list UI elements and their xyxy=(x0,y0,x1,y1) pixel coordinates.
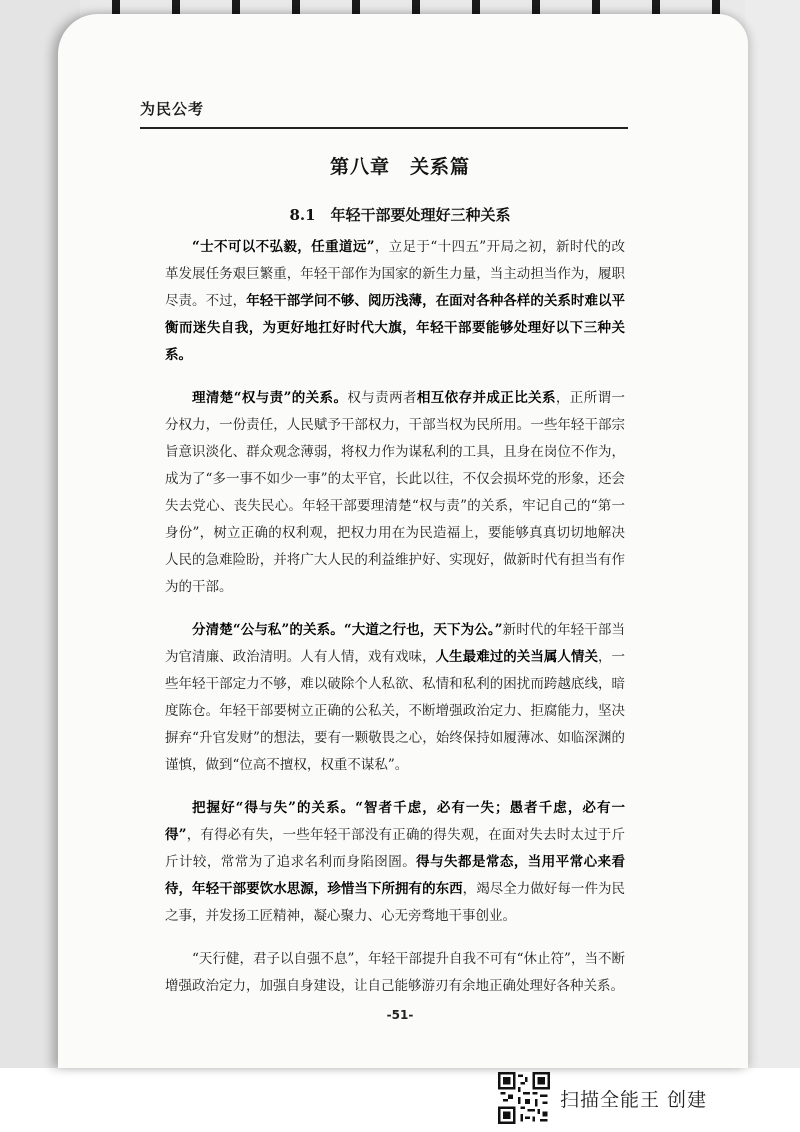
bold-text: 相互依存并成正比关系 xyxy=(416,390,556,406)
paragraph xyxy=(165,946,625,1000)
bold-text: 分清楚“公与私”的关系。“大道之行也，天下为公。” xyxy=(192,622,503,638)
text-run: ，有得必有失，一些年轻干部没有正确的得失观，在面对失去时太过于斤斤计较，常常为了追求名利而身陷囹圄。 xyxy=(165,827,626,870)
bold-text: 得与失都是常态，当用平常心来看待，年轻干部要饮水思源，珍惜当下所拥有的东西 xyxy=(165,854,625,897)
bold-text: “士不可以不弘毅，任重道远” xyxy=(192,239,375,255)
text-run: ，竭尽全力做好每一件为民之事，并发扬工匠精神，凝心聚力、心无旁骛地干事创业。 xyxy=(165,881,626,924)
qr-code-icon xyxy=(498,1072,550,1124)
bold-text: 年轻干部学问不够、阅历浅薄，在面对各种各样的关系时难以平衡而迷失自我，为更好地扛好时代大旗，年轻干部要能够处理好以下三种关系。 xyxy=(165,293,626,363)
paragraph xyxy=(165,234,625,369)
article-body xyxy=(165,234,625,1016)
text-run: ，立足于“十四五”开局之初，新时代的改革发展任务艰巨繁重，年轻干部作为国家的新生力量，当主动担当作为，履职尽责。不过， xyxy=(165,239,625,309)
scanner-watermark: 扫描全能王 创建 xyxy=(560,1089,708,1111)
text-run: ，正所谓一分权力，一份责任，人民赋予干部权力，干部当权为民所用。一些年轻干部宗旨意识淡化、群众观念薄弱，将权力作为谋私利的工具，且身在岗位不作为，成为了“多一事不如少一事”的太平官，长此以往，不仅会损坏党的形象，还会失去党心、丧失民心。年轻干部要理清楚“权与责”的关系，牢记自己的“第一身份”，树立正确的权利观，把权力用在为民造福上，要能够真真切切地解决人民的急难险盼，并将广大人民的利益维护好、实现好，做新时代有担当有作为的干部。 xyxy=(165,390,626,595)
page-number: -51- xyxy=(386,1008,414,1022)
paragraph xyxy=(165,617,625,779)
paragraph xyxy=(165,385,625,601)
paragraph xyxy=(165,795,625,930)
text-run: ，一些年轻干部定力不够，难以破除个人私欲、私情和私利的困扰而跨越底线，暗度陈仓。年轻干部要树立正确的公私关，不断增强政治定力、拒腐能力，坚决摒弃“升官发财”的想法，要有一颗敬畏之心，始终保持如履薄冰、如临深渊的谨慎，做到“位高不擅权，权重不谋私”。 xyxy=(165,649,626,773)
bold-text: 理清楚“权与责”的关系。 xyxy=(192,390,348,406)
running-head: 为民公考 xyxy=(140,100,205,118)
bold-text: 人生最难过的关当属人情关 xyxy=(435,649,598,665)
bold-text: 把握好“得与失”的关系。“智者千虑，必有一失；愚者千虑，必有一得” xyxy=(165,800,625,843)
header-rule xyxy=(140,127,628,129)
section-title: 8.1 年轻干部要处理好三种关系 xyxy=(289,206,511,224)
text-run: 新时代的年轻干部当为官清廉、政治清明。人有人情，戏有戏味， xyxy=(165,622,626,665)
chapter-title: 第八章 关系篇 xyxy=(329,156,470,178)
text-run: “天行健，君子以自强不息”，年轻干部提升自我不可有“休止符”，当不断增强政治定力，加强自身建设，让自己能够游刃有余地正确处理好各种关系。 xyxy=(165,951,625,994)
text-run: 权与责两者 xyxy=(347,390,417,406)
